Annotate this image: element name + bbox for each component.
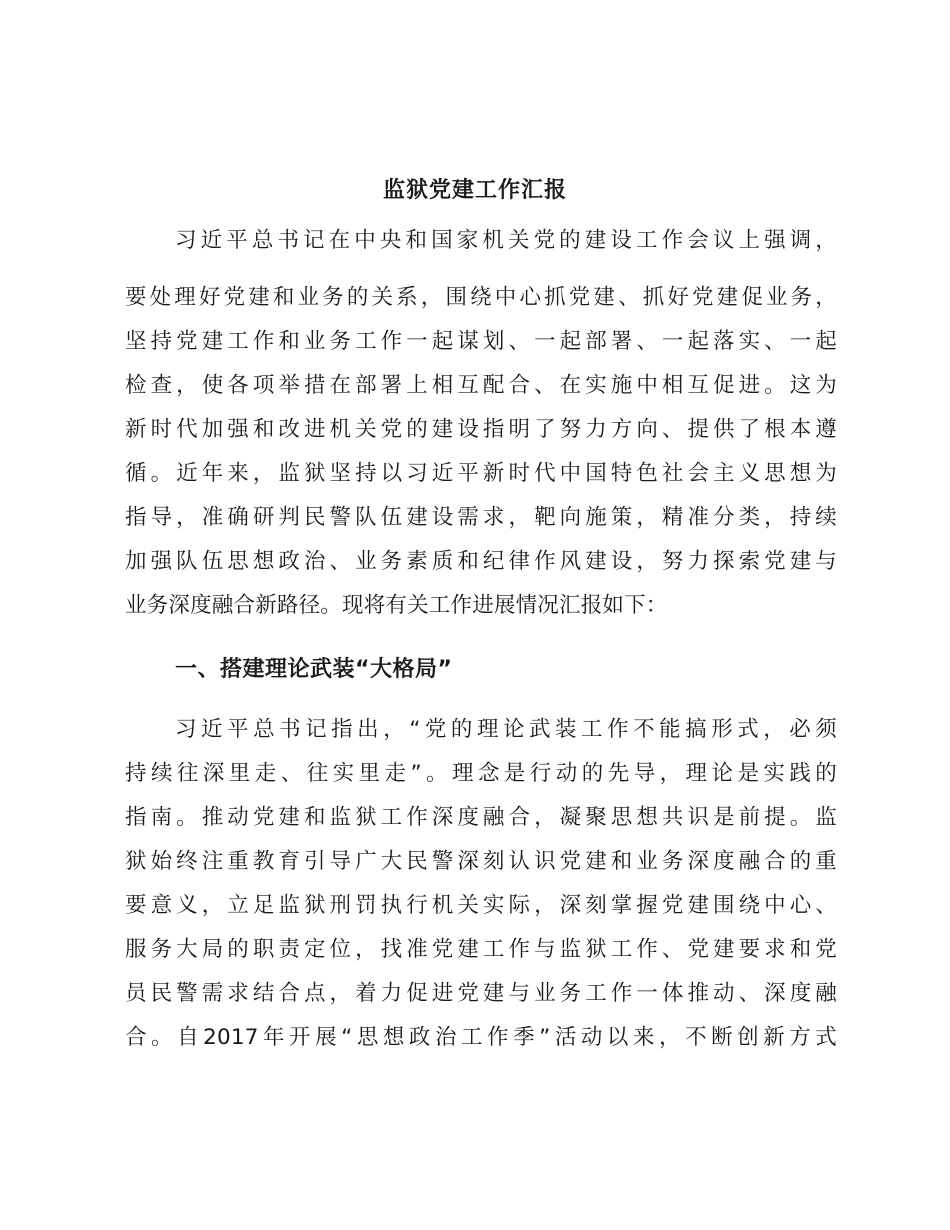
paragraph-2-line: 合。自2017年开展“思想政治工作季”活动以来，不断创新方式	[125, 1025, 837, 1050]
paragraph-1-line: 新时代加强和改进机关党的建设指明了努力方向、提供了根本遵	[125, 417, 837, 442]
paragraph-1-line: 要处理好党建和业务的关系，围绕中心抓党建、抓好党建促业务，	[125, 285, 837, 310]
paragraph-1-line: 循。近年来，监狱坚持以习近平新时代中国特色社会主义思想为	[125, 461, 837, 486]
paragraph-1-line: 检查，使各项举措在部署上相互配合、在实施中相互促进。这为	[125, 373, 837, 398]
paragraph-2-line: 员民警需求结合点，着力促进党建与业务工作一体推动、深度融	[125, 981, 837, 1006]
paragraph-2-line: 指南。推动党建和监狱工作深度融合，凝聚思想共识是前提。监	[125, 805, 837, 830]
paragraph-1-line: 加强队伍思想政治、业务素质和纪律作风建设，努力探索党建与	[125, 549, 837, 574]
paragraph-2-line: 狱始终注重教育引导广大民警深刻认识党建和业务深度融合的重	[125, 849, 837, 874]
paragraph-2-line: 持续往深里走、往实里走”。理念是行动的先导，理论是实践的	[125, 761, 837, 786]
paragraph-1-line: 业务深度融合新路径。现将有关工作进展情况汇报如下：	[125, 593, 668, 618]
section-heading: 一、搭建理论武装“大格局”	[175, 657, 453, 682]
paragraph-1-line: 坚持党建工作和业务工作一起谋划、一起部署、一起落实、一起	[125, 329, 837, 354]
paragraph-1-line: 习近平总书记在中央和国家机关党的建设工作会议上强调，	[175, 228, 837, 253]
paragraph-1-line: 指导，准确研判民警队伍建设需求，靶向施策，精准分类，持续	[125, 505, 837, 530]
document-title: 监狱党建工作汇报	[382, 177, 567, 203]
paragraph-2-line: 习近平总书记指出，“党的理论武装工作不能搞形式，必须	[175, 717, 837, 742]
paragraph-2-line: 要意义，立足监狱刑罚执行机关实际，深刻掌握党建围绕中心、	[125, 893, 837, 918]
paragraph-2-line: 服务大局的职责定位，找准党建工作与监狱工作、党建要求和党	[125, 937, 837, 962]
